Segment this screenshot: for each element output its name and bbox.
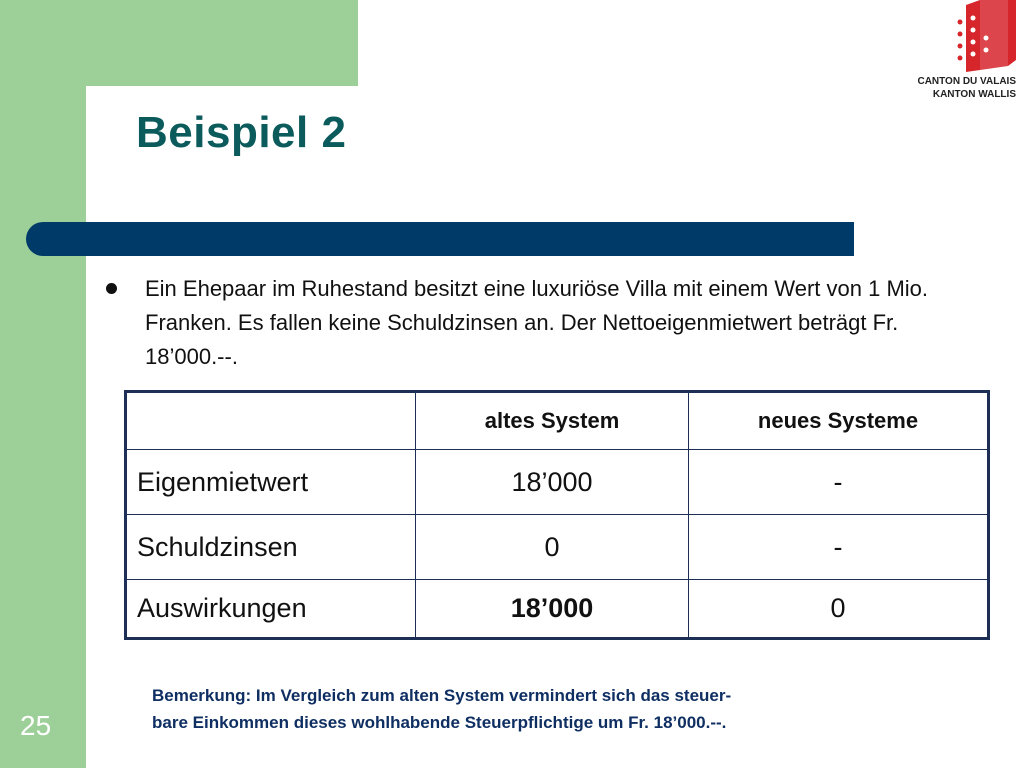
table-cell-label: Eigenmietwert — [126, 450, 416, 515]
table-header-row — [126, 392, 989, 450]
table-row — [126, 450, 989, 515]
table-cell-old: 18’000 — [416, 450, 689, 515]
sidebar-green-band — [0, 0, 86, 768]
table-cell-new: 0 — [689, 580, 989, 639]
table-header-new-system: neues Systeme — [689, 392, 989, 450]
table-cell-old: 0 — [416, 515, 689, 580]
table-header-empty — [126, 392, 416, 450]
comparison-table — [124, 390, 990, 640]
slide-title: Beispiel 2 — [136, 108, 347, 157]
remark-line2: bare Einkommen dieses wohlhabende Steuerpflichtige um Fr. 18’000.--. — [152, 713, 727, 732]
table-cell-new: - — [689, 450, 989, 515]
table-cell-label: Schuldzinsen — [126, 515, 416, 580]
table-header-old-system: altes System — [416, 392, 689, 450]
title-underline-bar — [26, 222, 854, 256]
page-number: 25 — [20, 710, 52, 741]
logo-caption-line2: KANTON WALLIS — [932, 89, 1016, 100]
canton-shield-icon — [958, 0, 1017, 72]
logo-caption-line1: CANTON DU VALAIS — [917, 76, 1016, 87]
table-row — [126, 515, 989, 580]
top-green-block — [0, 0, 358, 86]
table-row — [126, 580, 989, 639]
table-cell-old: 18’000 — [416, 580, 689, 639]
table-cell-label: Auswirkungen — [126, 580, 416, 639]
remark-note — [152, 682, 972, 736]
table-cell-new: - — [689, 515, 989, 580]
remark-line1: Bemerkung: Im Vergleich zum alten System vermindert sich das steuer- — [152, 686, 732, 705]
bullet-icon — [106, 283, 117, 294]
bullet-text: Ein Ehepaar im Ruhestand besitzt eine luxuriöse Villa mit einem Wert von 1 Mio. Franken. Es fallen keine Schuldzinsen an. Der Nettoeigenmietwert beträgt Fr. 18’000.--. — [145, 276, 929, 369]
